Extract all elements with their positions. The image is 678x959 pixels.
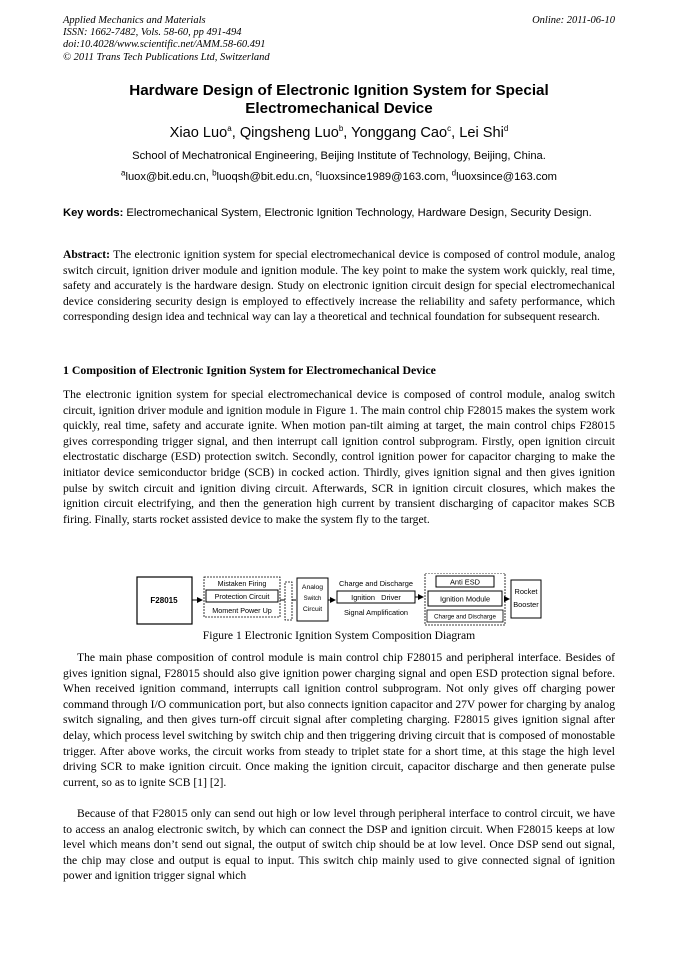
anti-esd-label: Anti ESD [450,577,480,587]
figure-caption: Figure 1 Electronic Ignition System Composition Diagram [202,629,476,642]
analog-label: Analog [301,584,324,591]
author: Yonggang Cao$^c$, [351,124,460,141]
body-paragraph-2: The main phase composition of control module is main control chip F28015 and peripheral interface. Besides of gives ignition signal, F28015 should also give ignition power charging signal and open ESD protection signal before. When received ignition command, interrupts call ignition control subprogram. Not only gives off charging power command through I/O communication port, but also connects ignition capacitor and 27V power for charging by analog switch signaling, and then gives turn-off circuit signal after completing charging. F28015 gives ignition signal after delay, which process level switching by switch chip and then triggering driving circuit that is composed of monostable trigger. After above works, the circuit works from steady to triplet state for a short time, at this stage the high level driving SCR to make ignition circuit. Once making the ignition circuit, capacitor discharge and then generate pulse current, so as to ignite SCB [1] [2]. [63,651,615,789]
author: Lei Shi$^d$ [459,124,509,141]
email-list [63,170,615,184]
paper-title [63,82,615,118]
charge-discharge-small-label: Charge and Discharge [434,613,496,621]
keywords-text: Electromechanical System, Electronic Ignition Technology, Hardware Design, Security Design. [123,207,592,219]
rocket-label: Rocket [514,587,538,596]
signal-amplification-label: Signal Amplification [343,608,409,617]
email: $^c$luoxsince1989@163.com, [315,168,452,183]
booster-label: Booster [513,600,539,609]
moment-power-up-label: Moment Power Up [212,606,272,615]
keywords-label: Key words: [63,207,124,219]
affiliation: School of Mechatronical Engineering, Beijing Institute of Technology, Beijing, China. [132,150,546,162]
protection-circuit-label: Protection Circuit [214,592,270,601]
circuit-label: Circuit [302,606,323,613]
body-paragraph-1: The electronic ignition system for special electromechanical device is composed of control module, analog switch circuit, ignition driver module and ignition module in Figure 1. The main control chip F28015 makes the system work quickly, real time, safety and accurate ignite. When motion pan-tilt aiming at target, the main control chips F28015 gives corresponding trigger signal, and then interrupt call ignition control subprogram. Firstly, open ignition circuit electrostatic discharge (ESD) protection switch. Secondly, control ignition power for capacitor charging to make the initiator device semiconductor bridge (SCB) in cocked action. Thirdly, gives ignition signal and then gives ignition pulse by switch circuit and ignition diving circuit. Afterwards, SCR in ignition circuit closures, which makes the ignition circuit electrifying, and then the generation high current by transient discharging of capacitor makes SCB firing. Finally, starts rocket assisted device to make the system fly to the target. [63,388,615,526]
ignition-module-label: Ignition Module [439,594,491,604]
connector-box [285,582,292,620]
switch-label: Switch [303,596,322,602]
email: $^d$luoxsince@163.com [451,168,557,183]
online-date: Online: 2011-06-10 [532,15,615,26]
abstract [63,247,615,325]
ignition-driver-label: Ignition Driver [351,593,401,602]
figure-1-diagram [136,573,542,626]
email: $^b$luoqsh@bit.edu.cn, [212,168,316,183]
journal-name: Applied Mechanics and Materials [63,15,206,26]
author-list [63,124,615,142]
copyright-line: © 2011 Trans Tech Publications Ltd, Switzerland [63,51,270,63]
title-line-2: Electromechanical Device [245,100,433,117]
charge-discharge-label: Charge and Discharge [339,579,413,588]
rocket-booster-box [511,580,541,618]
author: Xiao Luo$^a$, [169,124,240,141]
title-line-1: Hardware Design of Electronic Ignition System for Special [129,82,549,99]
issn-line: ISSN: 1662-7482, Vols. 58-60, pp 491-494 [63,27,242,39]
mistaken-firing-label: Mistaken Firing [217,579,267,588]
journal-header [63,15,615,64]
author: Qingsheng Luo$^b$, [239,124,352,141]
abstract-text: The electronic ignition system for special electromechanical device is composed of control module, analog switch circuit, ignition driver module and ignition module. The key point to make the system work quickly, real time, safety and accurately is the hardware design. Study on electronic ignition circuit design for special electromechanical device considering security design is employed to effectively increase the reliability and safety performance, which corresponding design idea and technical way can lay a theoretical and technical foundation for subsequent research. [63,248,615,324]
f28015-label: F28015 [150,596,178,605]
email: $^a$luox@bit.edu.cn, [121,168,213,183]
body-paragraph-3: Because of that F28015 only can send out high or low level through peripheral interface to control circuit, we have to access an analog electronic switch, by which can connect the DSP and ignition circuit. When F28015 keeps at low level which means don’t send out signal, the output of switch chip should be at low level. Once DSP send out signal, the chip may close and output is equal to input. This switch chip mainly used to give connected signal of ignition power and ignition trigger signal which [63,807,615,883]
abstract-label: Abstract: [63,248,111,261]
section-heading: 1 Composition of Electronic Ignition System for Electromechanical Device [63,363,436,377]
doi-line: doi:10.4028/www.scientific.net/AMM.58-60.491 [63,39,266,51]
keywords [63,206,615,221]
